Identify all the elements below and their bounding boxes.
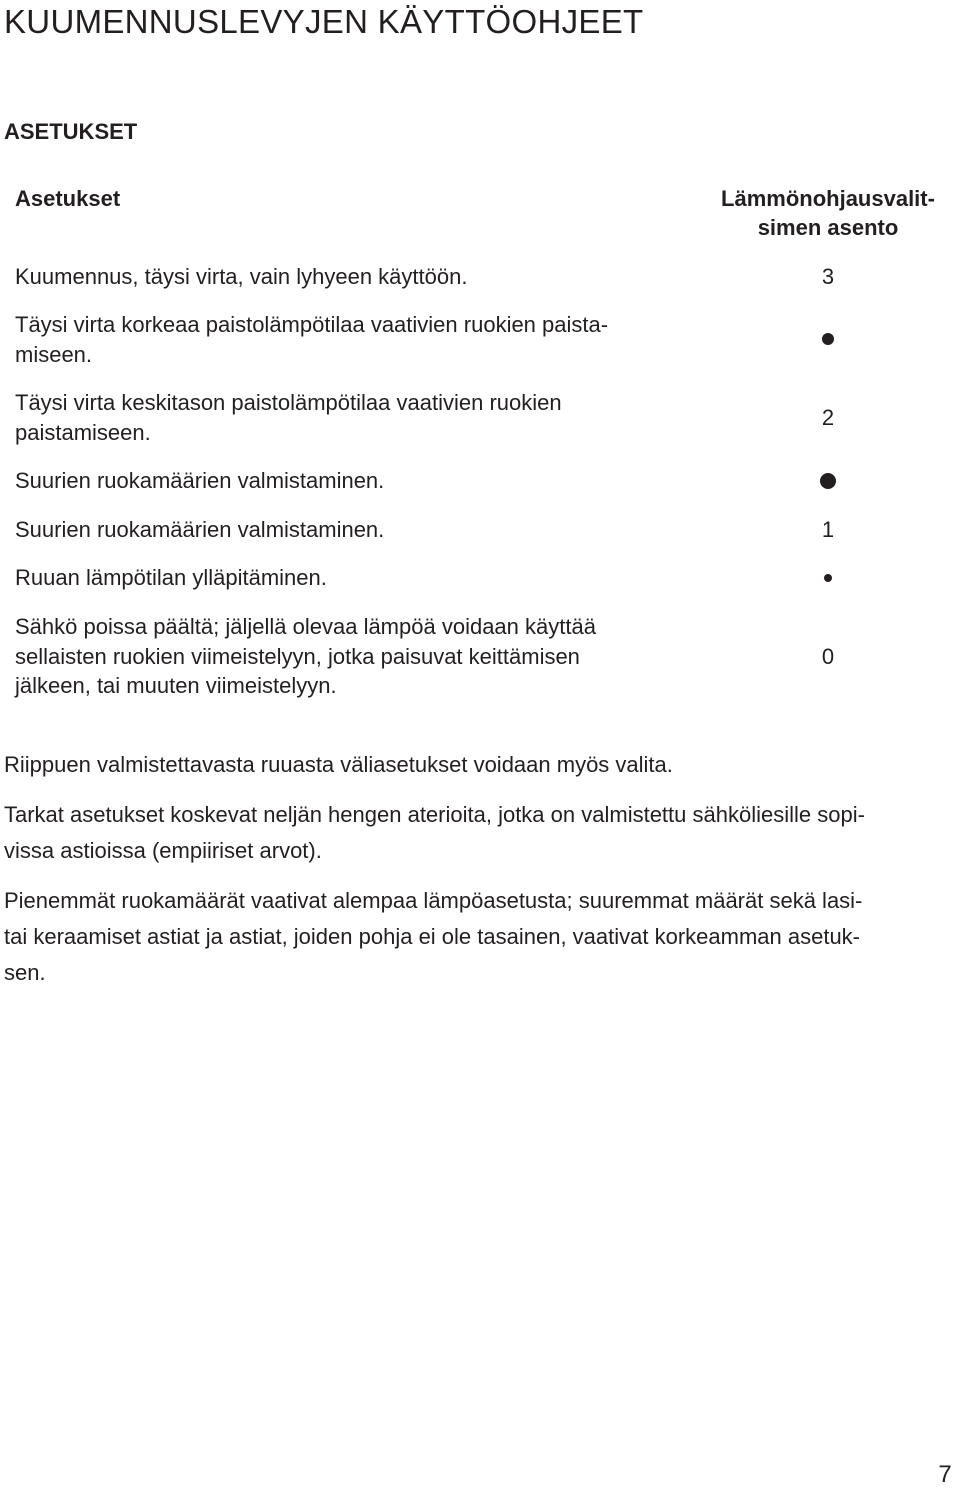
setting-row-6-position-small-dot-icon [824,574,832,582]
setting-row-7-line-1: Sähkö poissa päältä; jäljellä olevaa lämpöä voidaan käyttää [15,614,596,639]
note-2-line-2: vissa astioissa (empiiriset arvot). [4,838,322,863]
note-3-line-2: tai keraamiset astiat ja astiat, joiden pohja ei ole tasainen, vaativat korkeamman asetuk- [4,924,861,949]
setting-row-2-line-1: Täysi virta korkeaa paistolämpötilaa vaativien ruokien paista- [15,312,609,337]
setting-row-7-line-2: sellaisten ruokien viimeistelyyn, jotka paisuvat keittämisen [15,643,580,669]
setting-row-6-line-1: Ruuan lämpötilan ylläpitäminen. [15,565,327,590]
setting-row-7-position: 0 [821,644,835,669]
section-title: ASETUKSET [4,119,138,144]
setting-row-3-text [15,388,685,447]
page-title: KUUMENNUSLEVYJEN KÄYTTÖOHJEET [4,3,644,40]
note-paragraph-3 [4,883,956,991]
setting-row-2-text [15,310,685,369]
setting-row-4-line-1: Suurien ruokamäärien valmistaminen. [15,468,385,493]
setting-row-5-position: 1 [821,517,835,542]
setting-row-3-line-2: paistamiseen. [15,419,151,445]
setting-row-1-text [15,262,685,292]
note-3-line-3: sen. [4,960,46,985]
setting-row-3-position: 2 [821,405,835,430]
setting-row-1-line-1: Kuumennus, täysi virta, vain lyhyeen käyttöön. [15,264,468,289]
column-header-position-line-1: Lämmönohjausvalit- [721,186,935,211]
setting-row-4-text [15,466,685,496]
column-header-settings: Asetukset [15,186,121,211]
setting-row-6-text [15,563,685,593]
setting-row-7-text [15,612,685,701]
note-3-line-1: Pienemmät ruokamäärät vaativat alempaa lämpöasetusta; suuremmat määrät sekä lasi- [4,888,863,913]
page-number: 7 [938,1461,952,1488]
setting-row-4-position-large-dot-icon [820,473,836,489]
column-header-position-line-2: simen asento [757,215,899,240]
setting-row-5-line-1: Suurien ruokamäärien valmistaminen. [15,517,385,542]
note-2-line-1: Tarkat asetukset koskevat neljän hengen aterioita, jotka on valmistettu sähköliesille sopi- [4,802,865,827]
setting-row-2-line-2: miseen. [15,341,93,367]
note-paragraph-1 [4,747,956,783]
note-1-line-1: Riippuen valmistettavasta ruuasta väliasetukset voidaan myös valita. [4,752,673,777]
note-paragraph-2 [4,797,956,869]
setting-row-1-position: 3 [821,264,835,289]
setting-row-2-position-medium-dot-icon [822,333,834,345]
column-header-position [700,184,956,242]
setting-row-3-line-1: Täysi virta keskitason paistolämpötilaa vaativien ruokien [15,390,562,415]
setting-row-5-text [15,515,685,545]
setting-row-7-line-3: jälkeen, tai muuten viimeistelyyn. [15,673,337,698]
